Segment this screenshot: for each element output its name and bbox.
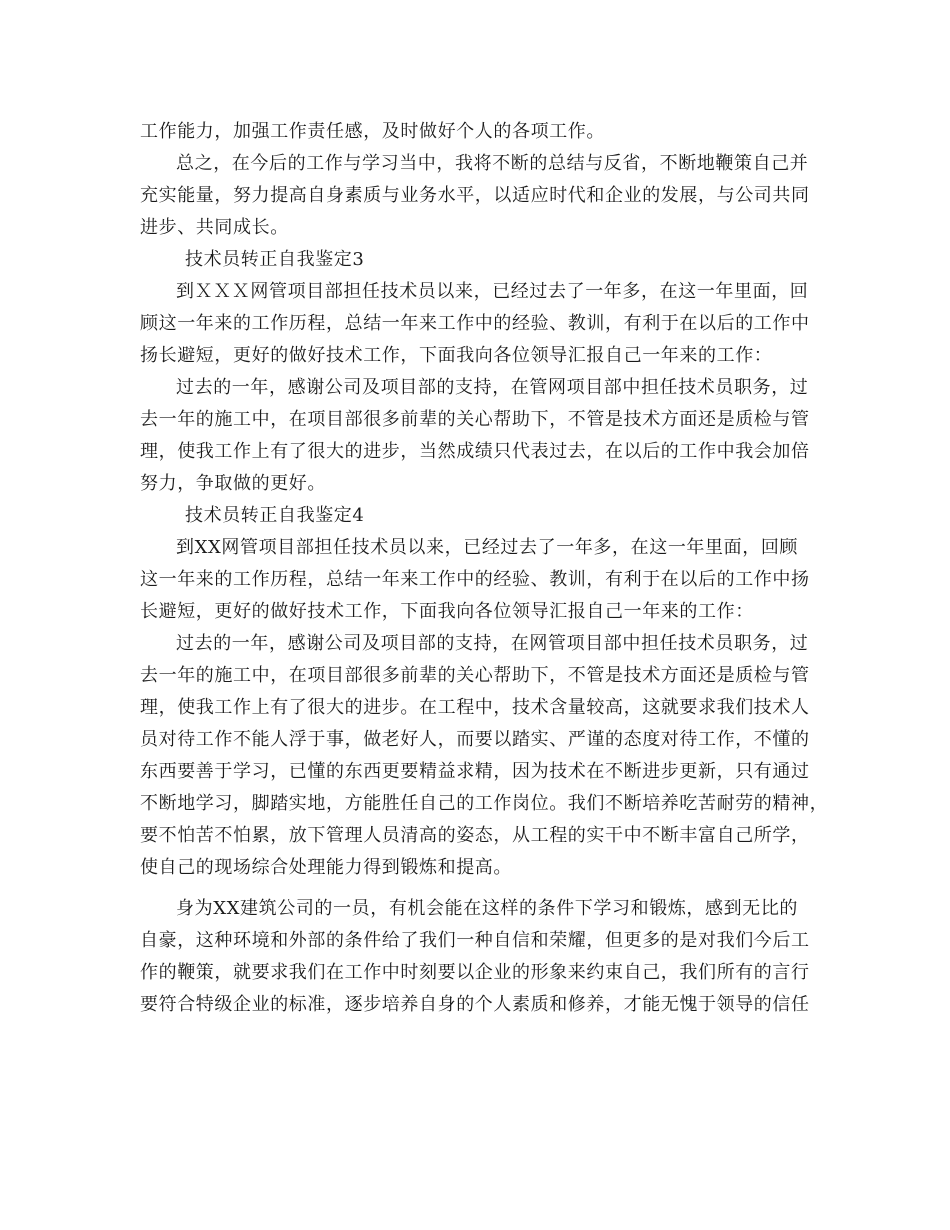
- body-text-line: 东西要善于学习，已懂的东西更要精益求精，因为技术在不断进步更新，只有通过: [140, 761, 810, 782]
- paragraph-first-line: 过去的一年，感谢公司及项目部的支持，在管网项目部中担任技术员职务，过: [176, 377, 809, 398]
- body-text-line: 长避短，更好的做好技术工作，下面我向各位领导汇报自己一年来的工作：: [140, 601, 754, 622]
- body-text-line: 这一年来的工作历程，总结一年来工作中的经验、教训，有利于在以后的工作中扬: [140, 569, 810, 590]
- body-text-line: 理，使我工作上有了很大的进步，当然成绩只代表过去，在以后的工作中我会加倍: [140, 441, 810, 462]
- paragraph-first-line: 到ＸＸＸ网管项目部担任技术员以来，已经过去了一年多，在这一年里面，回: [176, 281, 809, 302]
- body-text-line: 努力，争取做的更好。: [140, 473, 326, 494]
- body-text-line: 作的鞭策，就要求我们在工作中时刻要以企业的形象来约束自己，我们所有的言行: [140, 962, 810, 983]
- paragraph-first-line: 总之，在今后的工作与学习当中，我将不断的总结与反省，不断地鞭策自己并: [176, 153, 809, 174]
- body-text-line: 员对待工作不能人浮于事，做老好人，而要以踏实、严谨的态度对待工作，不懂的: [140, 729, 810, 750]
- body-text-line: 去一年的施工中，在项目部很多前辈的关心帮助下，不管是技术方面还是质检与管: [140, 409, 810, 430]
- body-text-line: 自豪，这种环境和外部的条件给了我们一种自信和荣耀，但更多的是对我们今后工: [140, 930, 810, 951]
- body-text-line: 不断地学习，脚踏实地，方能胜任自己的工作岗位。我们不断培养吃苦耐劳的精神，: [140, 793, 829, 814]
- paragraph-first-line: 身为XX建筑公司的一员，有机会能在这样的条件下学习和锻炼，感到无比的: [176, 898, 799, 919]
- body-text-line: 使自己的现场综合处理能力得到锻炼和提高。: [140, 857, 512, 878]
- body-text-line: 工作能力，加强工作责任感，及时做好个人的各项工作。: [140, 121, 605, 142]
- section-heading: 技术员转正自我鉴定3: [185, 249, 365, 270]
- body-text-line: 理，使我工作上有了很大的进步。在工程中，技术含量较高，这就要求我们技术人: [140, 697, 810, 718]
- document-body: [140, 116, 829, 1021]
- body-text-line: 要不怕苦不怕累，放下管理人员清高的姿态，从工程的实干中不断丰富自己所学，: [140, 825, 810, 846]
- paragraph-first-line: 到XX网管项目部担任技术员以来，已经过去了一年多，在这一年里面，回顾: [176, 537, 799, 558]
- body-text-line: 扬长避短，更好的做好技术工作，下面我向各位领导汇报自己一年来的工作：: [140, 345, 773, 366]
- body-text-line: 去一年的施工中，在项目部很多前辈的关心帮助下，不管是技术方面还是质检与管: [140, 665, 810, 686]
- body-text-line: 充实能量，努力提高自身素质与业务水平，以适应时代和企业的发展，与公司共同: [140, 185, 810, 206]
- section-heading: 技术员转正自我鉴定4: [185, 505, 365, 526]
- body-text-line: 顾这一年来的工作历程，总结一年来工作中的经验、教训，有利于在以后的工作中: [140, 313, 810, 334]
- body-text-line: 要符合特级企业的标准，逐步培养自身的个人素质和修养，才能无愧于领导的信任: [140, 994, 810, 1015]
- paragraph-first-line: 过去的一年，感谢公司及项目部的支持，在网管项目部中担任技术员职务，过: [176, 633, 809, 654]
- body-text-line: 进步、共同成长。: [140, 217, 289, 238]
